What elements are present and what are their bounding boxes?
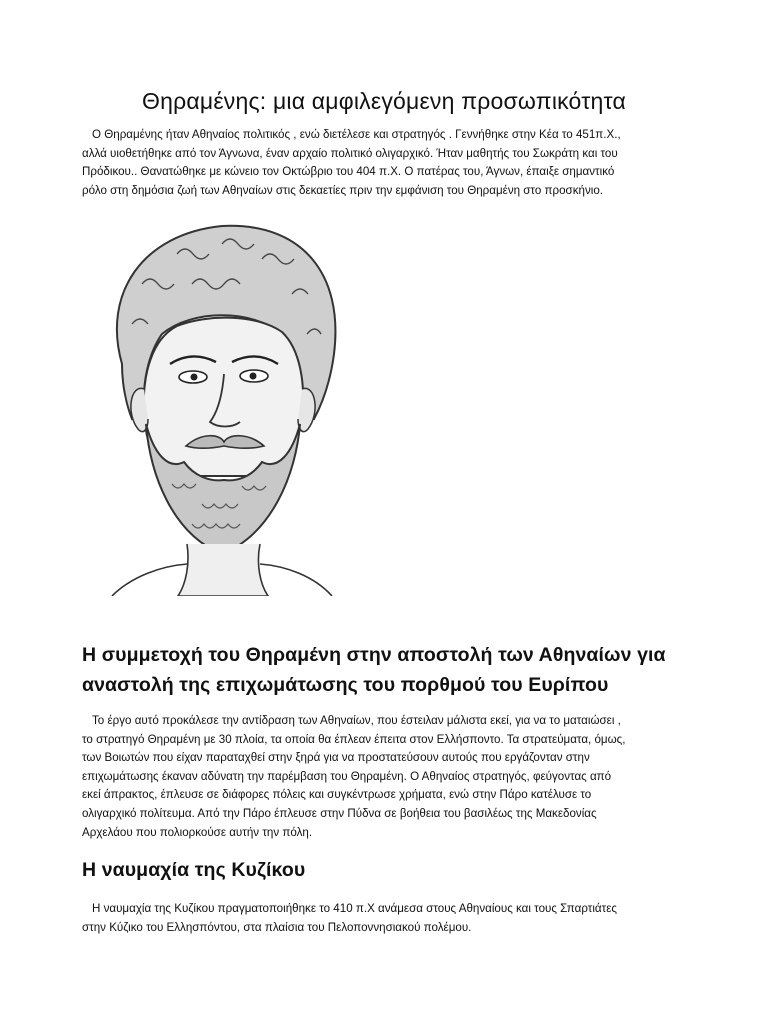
body-line: Το έργο αυτό προκάλεσε την αντίδραση των Αθηναίων, που έστειλαν μάλιστα εκεί, για να το ματαιώσει , [92,714,621,727]
heading-line: Η συμμετοχή του Θηραμένη στην αποστολή των Αθηναίων για [82,644,666,666]
body-line: επιχωμάτωσης έκαναν αδύνατη την παρέμβαση του Θηραμένη. Ο Αθηναίος στρατηγός, φεύγοντας από [82,769,612,783]
intro-paragraph [82,126,708,200]
intro-line: ρόλο στη δημόσια ζωή των Αθηναίων στις δεκαετίες πριν την εμφάνιση του Θηραμένη στο προσκήνιο. [82,183,604,197]
page-title: Θηραμένης: μια αμφιλεγόμενη προσωπικότητα [142,88,626,114]
intro-line: αλλά υιοθετήθηκε από τον Άγνωνα, έναν αρχαίο πολιτικό ολιγαρχικό. Ήταν μαθητής του Σωκράτη και του [82,146,618,160]
intro-line: Ο Θηραμένης ήταν Αθηναίος πολιτικός , ενώ διετέλεσε και στρατηγός . Γεννήθηκε στην Κέα το 451π.Χ., [92,128,621,141]
section-paragraph-cyzicus [82,900,708,937]
heading-line: αναστολή της επιχωμάτωσης του πορθμού του Ευρίπου [82,674,609,696]
section-paragraph-euripus [82,712,708,842]
section-heading-cyzicus: Η ναυμαχία της Κυζίκου [82,859,306,881]
body-line: των Βοιωτών που είχαν παραταχθεί στην ξηρά για να προστατεύσουν αυτούς που εργάζονταν στην [82,751,590,765]
body-line: εκεί άπρακτος, έπλευσε σε διάφορες πόλεις και συγκέντρωσε χρήματα, ενώ στην Πάρο κατέλυσε το [82,788,592,802]
body-line: ολιγαρχικό πολίτευμα. Από την Πάρο έπλευσε στην Πύδνα σε βοήθεια του βασιλέως της Μακεδονίας [82,806,597,820]
body-line: το στρατηγό Θηραμένη με 30 πλοία, τα οποία θα έπλεαν έπειτα στον Ελλήσποντο. Τα στρατεύματα, όμως, [82,732,626,746]
theramenes-portrait-image [82,214,356,596]
body-line: Αρχελάου που πολιορκούσε αυτήν την πόλη. [82,825,313,839]
body-line: Η ναυμαχία της Κυζίκου πραγματοποιήθηκε το 410 π.Χ ανάμεσα στους Αθηναίους και τους Σπαρτιάτες [92,902,617,915]
section-heading-euripus [82,640,722,700]
body-line: στην Κύζικο του Ελλησπόντου, στα πλαίσια του Πελοποννησιακού πολέμου. [82,920,472,934]
intro-line: Πρόδικου.. Θανατώθηκε με κώνειο τον Οκτώβριο του 404 π.Χ. Ο πατέρας του, Άγνων, έπαιξε σημαντικό [82,165,615,179]
